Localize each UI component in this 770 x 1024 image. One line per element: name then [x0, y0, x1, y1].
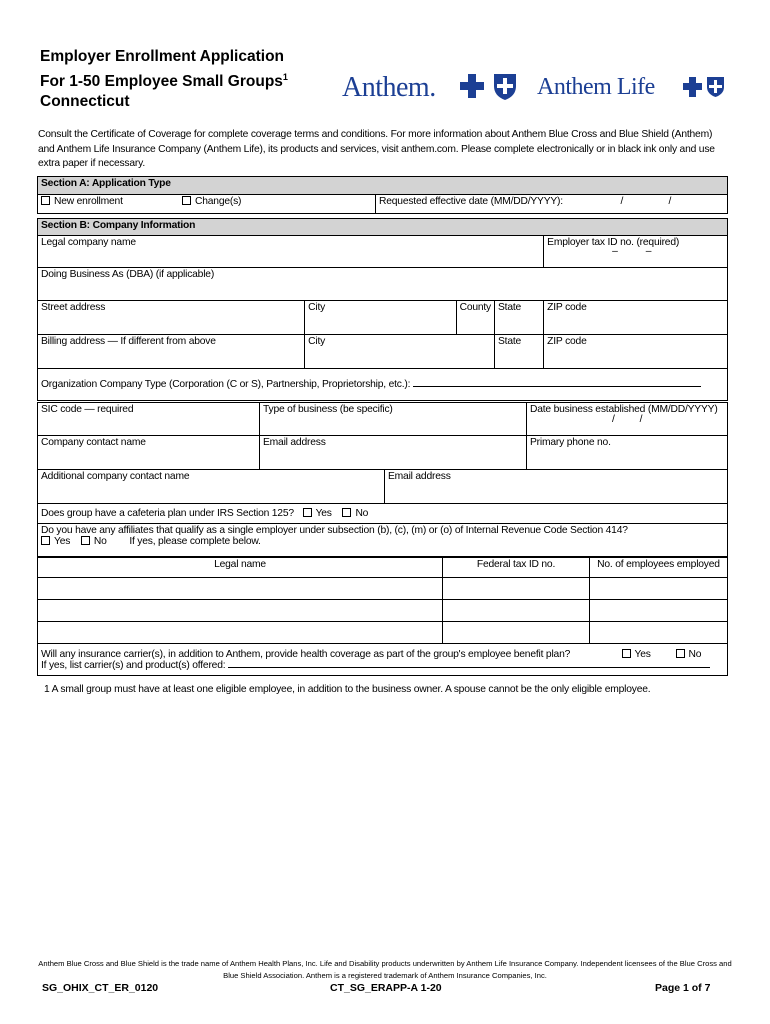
affiliate-name-cell[interactable]	[38, 600, 443, 622]
zip-code-field[interactable]: ZIP code	[544, 301, 728, 335]
affiliate-name-cell[interactable]	[38, 578, 443, 600]
date-established-field[interactable]: Date business established (MM/DD/YYYY) / /	[527, 403, 728, 436]
section-b-table	[37, 218, 728, 401]
cafeteria-plan-question: Does group have a cafeteria plan under IRS Section 125? Yes No	[38, 504, 728, 524]
affiliate-tax-id-cell[interactable]	[443, 622, 590, 644]
footer-disclaimer: Anthem Blue Cross and Blue Shield is the trade name of Anthem Health Plans, Inc. Life and Disability products underwritten by Anthem Life Insurance Company. Independent licensees of the Blue Cross and Blue Shield Association. Anthem is a registered trademark of Anthem Insurance Companies, Inc.	[38, 959, 732, 980]
new-enrollment-checkbox[interactable]	[41, 196, 50, 205]
carrier-list-line[interactable]	[228, 667, 710, 668]
contact-email-field[interactable]: Email address	[260, 436, 527, 470]
bcbs-cross-shield-icon	[683, 76, 725, 98]
additional-contact-name-field[interactable]: Additional company contact name	[38, 470, 385, 504]
footnote: 1 A small group must have at least one eligible employee, in addition to the business owner. A spouse cannot be the only eligible employee.	[44, 684, 651, 695]
city-field[interactable]: City	[305, 301, 456, 335]
table-row	[38, 578, 728, 600]
affiliates-no-checkbox[interactable]	[81, 536, 90, 545]
affiliate-employees-cell[interactable]	[590, 622, 728, 644]
footnote-marker: 1	[282, 72, 288, 82]
col-employees-employed: No. of employees employed	[590, 558, 728, 578]
affiliate-tax-id-cell[interactable]	[443, 600, 590, 622]
billing-state-field[interactable]: State	[495, 335, 544, 369]
cafeteria-no-checkbox[interactable]	[342, 508, 351, 517]
intro-paragraph: Consult the Certificate of Coverage for complete coverage terms and conditions. For more information about Anthem Blue Cross and Blue Shield (Anthem) and Anthem Life Insurance Company (Anthem Life), its products and services, visit anthem.com. Please complete electronically or in black ink only and use extra paper if necessary.	[38, 129, 715, 169]
cafeteria-yes-checkbox[interactable]	[303, 508, 312, 517]
changes-checkbox[interactable]	[182, 196, 191, 205]
table-row	[38, 622, 728, 644]
section-a-table	[37, 176, 728, 214]
bcbs-cross-shield-icon	[460, 72, 522, 100]
org-type-line	[413, 386, 701, 387]
affiliate-employees-cell[interactable]	[590, 600, 728, 622]
sic-code-field[interactable]: SIC code — required	[38, 403, 260, 436]
section-b-table-2	[37, 402, 728, 470]
table-row	[38, 600, 728, 622]
anthem-life-logo: Anthem Life	[537, 74, 655, 100]
title-line-2: For 1-50 Employee Small Groups$^1$	[40, 72, 288, 91]
carrier-yes-checkbox[interactable]	[622, 649, 631, 658]
affiliate-tax-id-cell[interactable]	[443, 578, 590, 600]
affiliate-name-cell[interactable]	[38, 622, 443, 644]
anthem-logo: Anthem.	[342, 72, 436, 103]
billing-city-field[interactable]: City	[305, 335, 495, 369]
section-b-heading: Section B: Company Information	[38, 219, 728, 236]
new-enrollment-option[interactable]: New enrollment	[38, 195, 180, 214]
page-number: Page 1 of 7	[655, 982, 711, 994]
section-b-table-3	[37, 469, 728, 557]
col-federal-tax-id: Federal tax ID no.	[443, 558, 590, 578]
section-a-heading: Section A: Application Type	[38, 177, 728, 195]
carrier-question: Will any insurance carrier(s), in addition to Anthem, provide health coverage as part of the group's employee benefit plan? Yes No If yes, list carrier(s) and product(s) offered:	[38, 644, 728, 676]
additional-email-field[interactable]: Email address	[385, 470, 728, 504]
company-contact-name-field[interactable]: Company contact name	[38, 436, 260, 470]
carrier-no-checkbox[interactable]	[676, 649, 685, 658]
state-field[interactable]: State	[495, 301, 544, 335]
affiliate-employees-cell[interactable]	[590, 578, 728, 600]
county-field[interactable]: County	[456, 301, 494, 335]
employer-tax-id-field[interactable]: Employer tax ID no. (required) – –	[544, 236, 728, 268]
street-address-field[interactable]: Street address	[38, 301, 305, 335]
form-code-left: SG_OHIX_CT_ER_0120	[42, 982, 159, 994]
effective-date-field[interactable]: Requested effective date (MM/DD/YYYY): / /	[376, 195, 728, 214]
title-line-1: Employer Enrollment Application	[40, 48, 285, 65]
dba-field[interactable]: Doing Business As (DBA) (if applicable)	[38, 268, 728, 301]
title-line-3: Connecticut	[40, 93, 130, 111]
legal-company-name-field[interactable]: Legal company name	[38, 236, 544, 268]
document-title	[40, 47, 288, 112]
affiliates-question: Do you have any affiliates that qualify as a single employer under subsection (b), (c), (m) or (o) of Internal Revenue Code Section 414? Yes No If yes, please complete below.	[38, 524, 728, 557]
form-code-center: CT_SG_ERAPP-A 1-20	[330, 982, 442, 994]
affiliates-table	[37, 557, 728, 676]
billing-zip-field[interactable]: ZIP code	[544, 335, 728, 369]
billing-address-field[interactable]: Billing address — If different from above	[38, 335, 305, 369]
col-legal-name: Legal name	[38, 558, 443, 578]
changes-option[interactable]: Change(s)	[179, 195, 376, 214]
affiliates-yes-checkbox[interactable]	[41, 536, 50, 545]
org-company-type-field[interactable]: Organization Company Type (Corporation (C or S), Partnership, Proprietorship, etc.):	[38, 369, 728, 401]
primary-phone-field[interactable]: Primary phone no.	[527, 436, 728, 470]
business-type-field[interactable]: Type of business (be specific)	[260, 403, 527, 436]
